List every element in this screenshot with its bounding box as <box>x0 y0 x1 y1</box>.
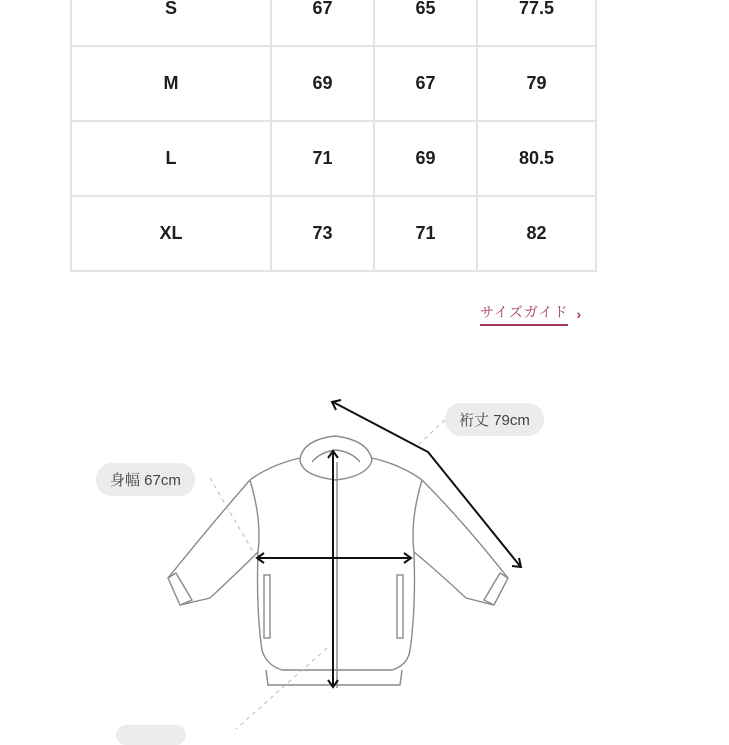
jacket-illustration <box>0 340 729 729</box>
size-cell: L <box>71 121 271 196</box>
value-cell: 71 <box>271 121 374 196</box>
value-cell: 67 <box>271 0 374 46</box>
size-cell: M <box>71 46 271 121</box>
table-row <box>71 121 596 196</box>
table-row <box>71 0 596 46</box>
table-row <box>71 196 596 271</box>
value-cell: 79 <box>477 46 596 121</box>
chevron-right-icon: › <box>576 306 583 322</box>
sleeve-length-label: 裄丈 79cm <box>445 403 544 436</box>
value-cell: 67 <box>374 46 477 121</box>
value-cell: 69 <box>374 121 477 196</box>
value-cell: 71 <box>374 196 477 271</box>
value-cell: 65 <box>374 0 477 46</box>
value-cell: 69 <box>271 46 374 121</box>
size-cell: S <box>71 0 271 46</box>
size-table <box>70 0 597 272</box>
value-cell: 80.5 <box>477 121 596 196</box>
jacket-measurement-diagram <box>0 340 729 729</box>
size-guide-link[interactable] <box>480 302 582 326</box>
value-cell: 77.5 <box>477 0 596 46</box>
size-guide-label: サイズガイド <box>480 302 568 326</box>
length-label-partial <box>116 725 186 745</box>
table-row <box>71 46 596 121</box>
size-cell: XL <box>71 196 271 271</box>
body-width-label: 身幅 67cm <box>96 463 195 496</box>
value-cell: 82 <box>477 196 596 271</box>
value-cell: 73 <box>271 196 374 271</box>
